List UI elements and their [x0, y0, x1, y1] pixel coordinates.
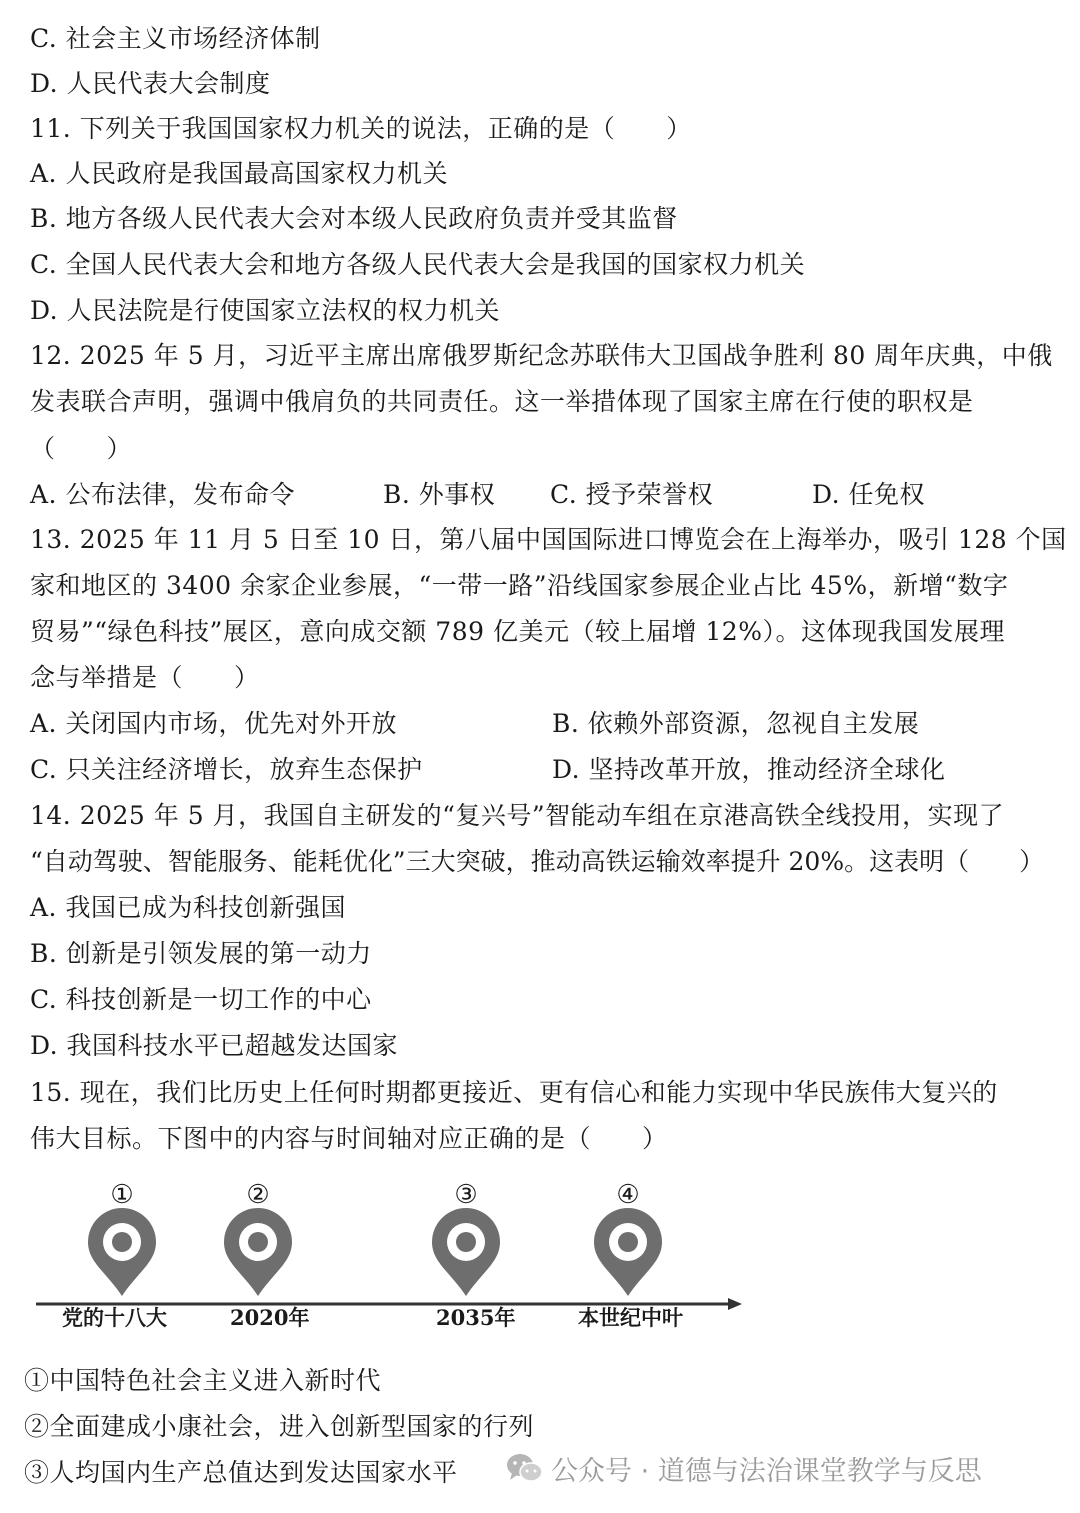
timeline-pin-1: [88, 1208, 156, 1296]
timeline-label: 2020年: [230, 1305, 310, 1330]
q15-statement-1: ①中国特色社会主义进入新时代: [24, 1366, 382, 1395]
timeline-pin-2: [224, 1208, 292, 1296]
q12-option-a: A. 公布法律，发布命令: [30, 480, 295, 509]
q15-statement-2: ②全面建成小康社会，进入创新型国家的行列: [24, 1412, 535, 1441]
q12-stem-line3: （ ）: [30, 434, 133, 463]
q14-stem-line1: 14. 2025 年 5 月，我国自主研发的“复兴号”智能动车组在京港高铁全线投用，实现了: [30, 801, 1005, 830]
timeline-marker-number: ③: [454, 1180, 478, 1210]
watermark: [505, 1448, 982, 1488]
q13-option-c: C. 只关注经济增长，放弃生态保护: [30, 755, 423, 784]
q11-option-d: D. 人民法院是行使国家立法权的权力机关: [30, 296, 501, 325]
timeline-label: 2035年: [436, 1305, 516, 1330]
q12-stem-line1: 12. 2025 年 5 月，习近平主席出席俄罗斯纪念苏联伟大卫国战争胜利 80 周年庆典，中俄: [30, 341, 1053, 370]
timeline-figure: [30, 1170, 760, 1350]
timeline-marker-number: ④: [616, 1180, 640, 1210]
wechat-icon: [505, 1452, 543, 1484]
q13-option-b: B. 依赖外部资源，忽视自主发展: [552, 709, 920, 738]
q11-option-c: C. 全国人民代表大会和地方各级人民代表大会是我国的国家权力机关: [30, 250, 806, 279]
q12-option-b: B. 外事权: [383, 480, 496, 509]
timeline-label: 本世纪中叶: [578, 1305, 683, 1330]
q14-option-a: A. 我国已成为科技创新强国: [30, 893, 346, 922]
q14-option-d: D. 我国科技水平已超越发达国家: [30, 1031, 399, 1060]
q11-stem: 11. 下列关于我国国家权力机关的说法，正确的是（ ）: [30, 114, 692, 143]
timeline-label: 党的十八大: [62, 1305, 167, 1330]
q15-stem-line1: 15. 现在，我们比历史上任何时期都更接近、更有信心和能力实现中华民族伟大复兴的: [30, 1078, 998, 1107]
watermark-text: 公众号 · 道德与法治课堂教学与反思: [551, 1455, 982, 1487]
q13-option-d: D. 坚持改革开放，推动经济全球化: [552, 755, 946, 784]
q14-stem-line2: “自动驾驶、智能服务、能耗优化”三大突破，推动高铁运输效率提升 20%。这表明（ ）: [30, 847, 1045, 876]
q11-option-b: B. 地方各级人民代表大会对本级人民政府负责并受其监督: [30, 204, 678, 233]
q13-stem-line1: 13. 2025 年 11 月 5 日至 10 日，第八届中国国际进口博览会在上海举办，吸引 128 个国: [30, 525, 1067, 554]
q12-option-c: C. 授予荣誉权: [550, 480, 714, 509]
q11-option-a: A. 人民政府是我国最高国家权力机关: [30, 159, 448, 188]
q10-option-c: C. 社会主义市场经济体制: [30, 24, 321, 53]
q15-stem-line2: 伟大目标。下图中的内容与时间轴对应正确的是（ ）: [30, 1124, 668, 1153]
timeline-marker-number: ①: [110, 1180, 134, 1210]
q14-option-b: B. 创新是引领发展的第一动力: [30, 939, 372, 968]
q13-stem-line2: 家和地区的 3400 余家企业参展，“一带一路”沿线国家参展企业占比 45%，新增“数字: [30, 571, 1009, 600]
q13-stem-line3: 贸易”“绿色科技”展区，意向成交额 789 亿美元（较上届增 12%）。这体现我国发展理: [30, 617, 1005, 646]
q10-option-d: D. 人民代表大会制度: [30, 69, 271, 98]
timeline-pin-3: [432, 1208, 500, 1296]
timeline-arrowhead: [728, 1298, 742, 1310]
q13-stem-line4: 念与举措是（ ）: [30, 663, 260, 692]
timeline-pin-4: [594, 1208, 662, 1296]
timeline-marker-number: ②: [246, 1180, 270, 1210]
q12-stem-line2: 发表联合声明，强调中俄肩负的共同责任。这一举措体现了国家主席在行使的职权是: [30, 387, 974, 416]
q14-option-c: C. 科技创新是一切工作的中心: [30, 985, 372, 1014]
q13-option-a: A. 关闭国内市场，优先对外开放: [30, 709, 397, 738]
q12-option-d: D. 任免权: [812, 480, 926, 509]
q15-statement-3: ③人均国内生产总值达到发达国家水平: [24, 1458, 458, 1487]
